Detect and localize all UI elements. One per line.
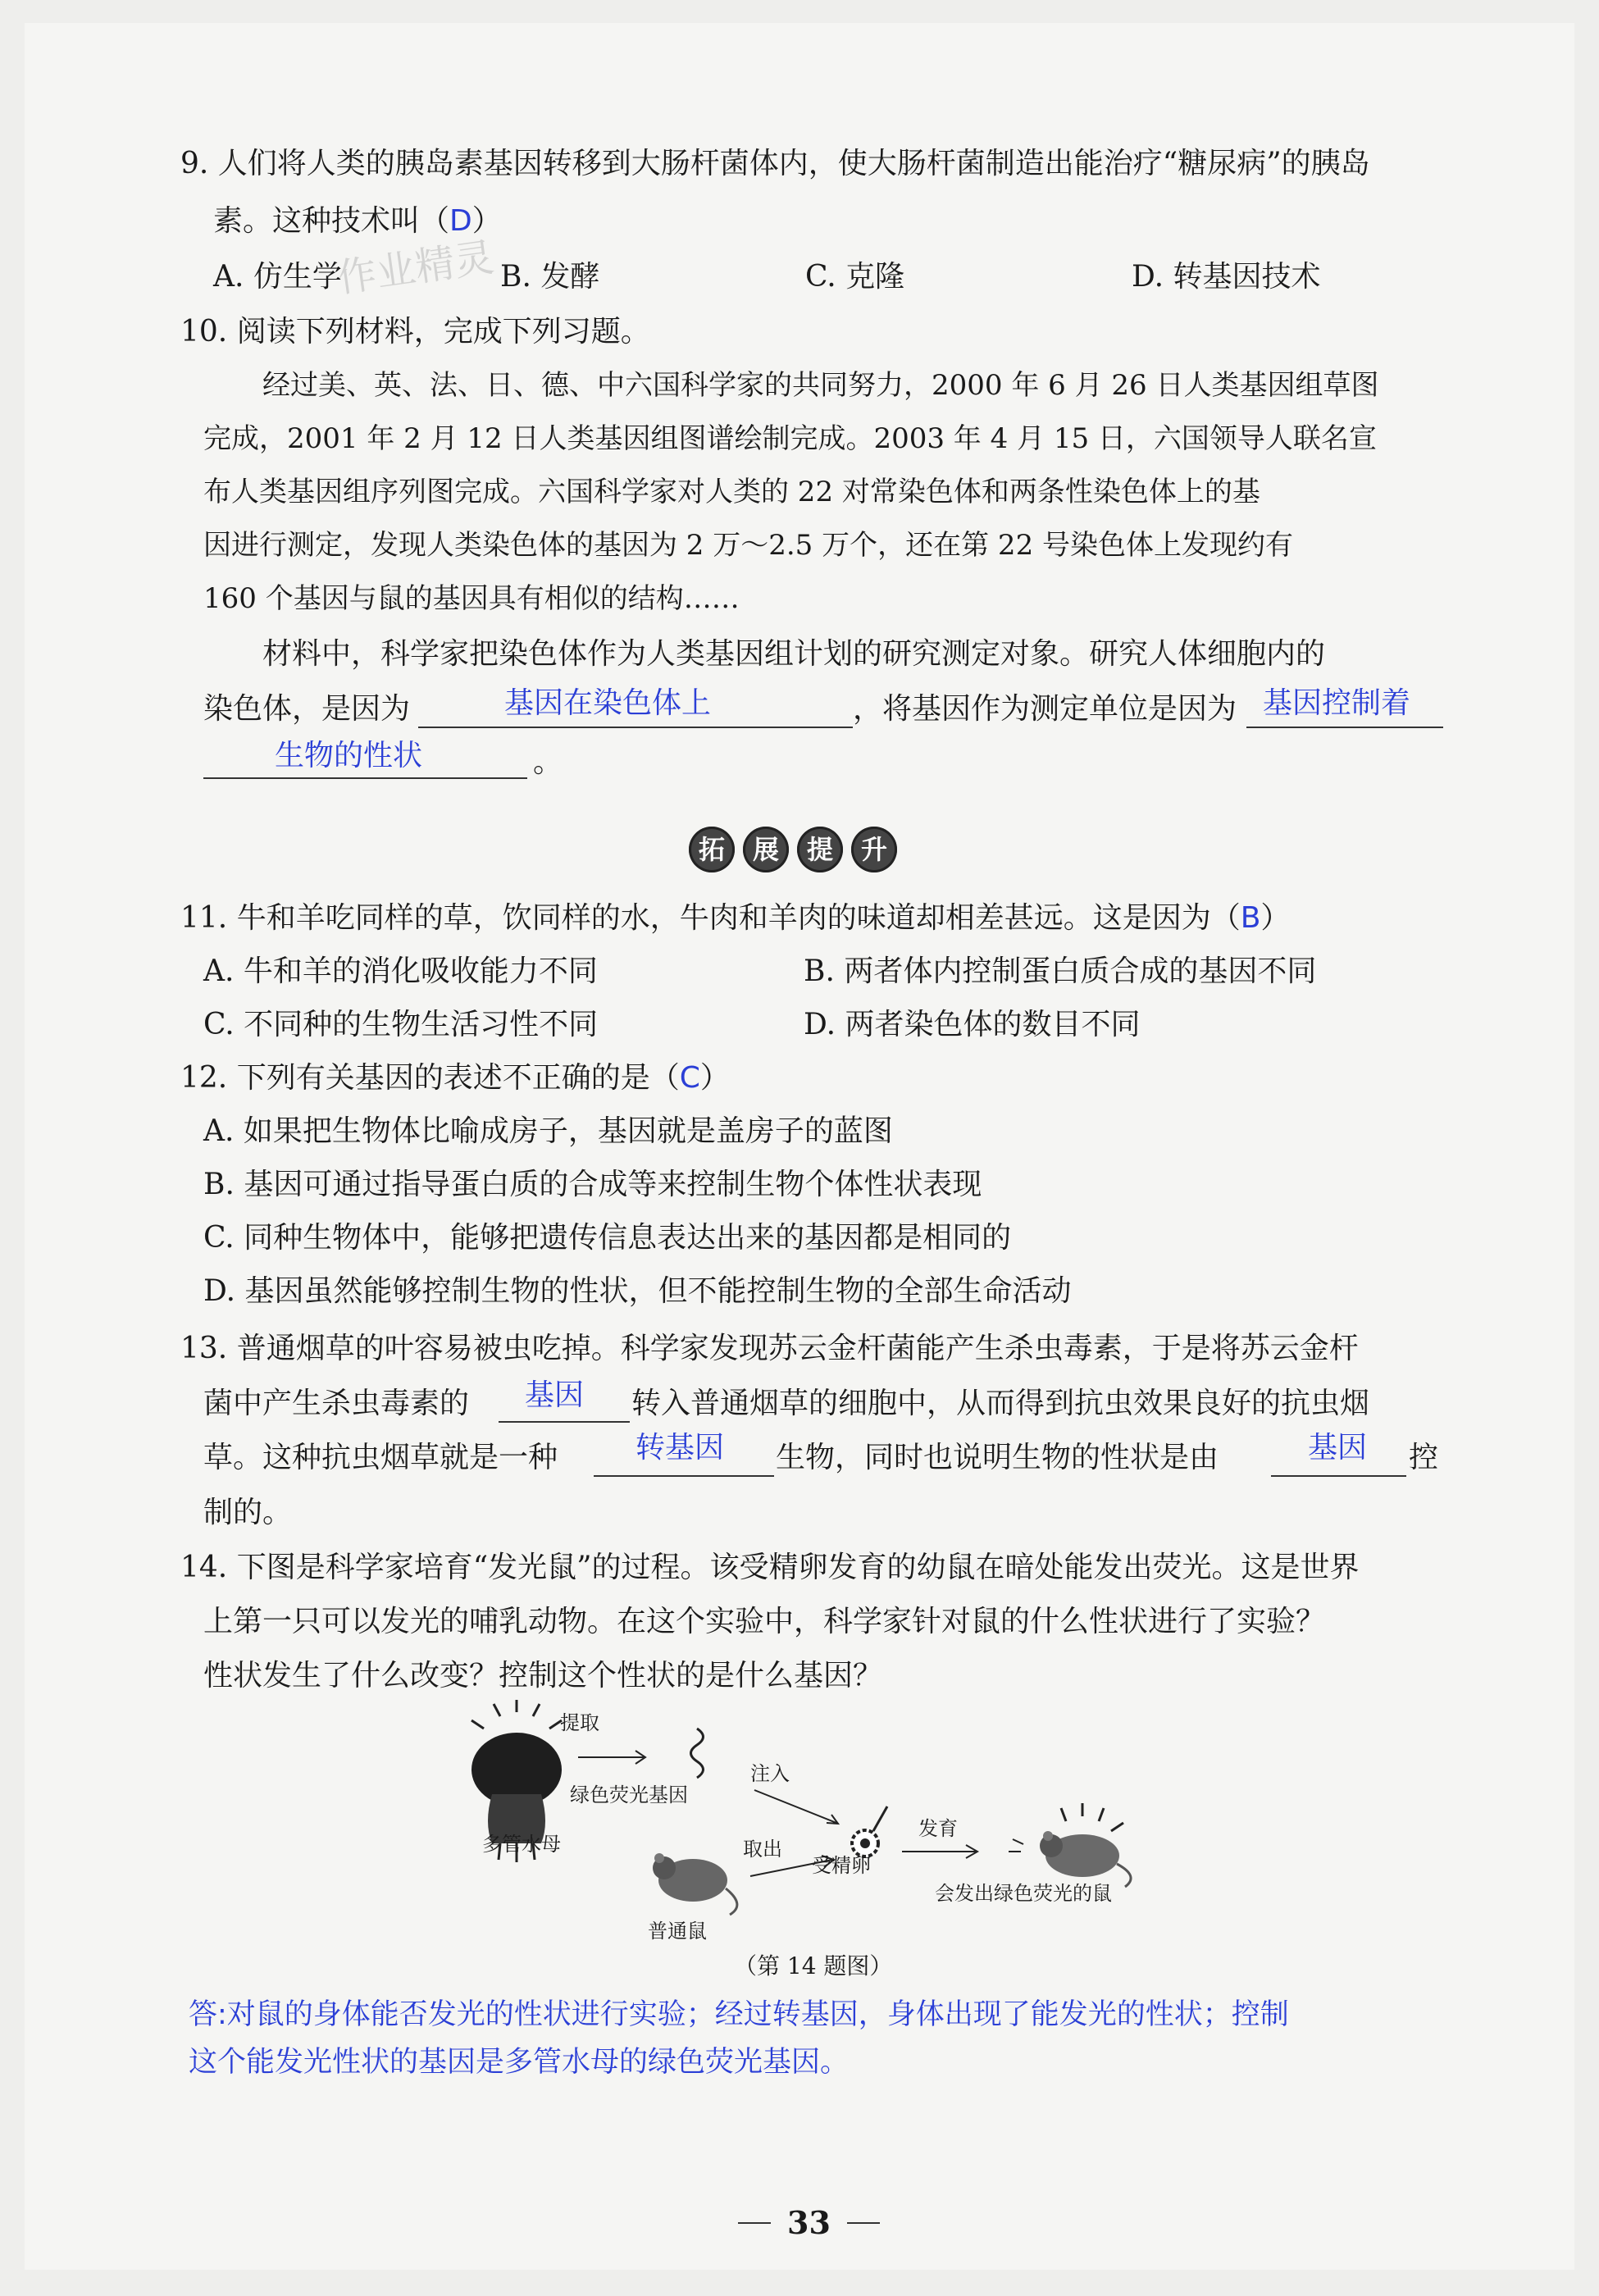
q11-option-b: B. 两者体内控制蛋白质合成的基因不同 — [804, 954, 1317, 988]
q10-blank2-line2 — [203, 777, 527, 779]
q10-material-line: 经过美、英、法、日、德、中六国科学家的共同努力，2000 年 6 月 26 日人类基因组草图 — [262, 369, 1379, 402]
q14-line3: 性状发生了什么改变？控制这个性状的是什么基因？ — [203, 1659, 883, 1692]
q10-question-b: ，将基因作为测定单位是因为 — [853, 692, 1237, 726]
develop-arrow-icon — [902, 1845, 977, 1858]
q10-blank1-answer: 基因在染色体上 — [504, 686, 712, 720]
q13-line4: 制的。 — [203, 1496, 293, 1529]
inject-arrow-icon — [754, 1790, 838, 1824]
q13-line3-a: 草。这种抗虫烟草就是一种 — [203, 1441, 558, 1474]
q10-material-line: 因进行测定，发现人类染色体的基因为 2 万～2.5 万个，还在第 22 号染色体上发现约有 — [203, 529, 1294, 562]
q10-blank2-line — [1246, 727, 1443, 728]
q13-line3-c: 控 — [1409, 1441, 1439, 1474]
q10-question-a: 染色体，是因为 — [203, 692, 411, 726]
figure-caption: （第 14 题图） — [734, 1952, 893, 1979]
q14-line1: 14. 下图是科学家培育“发光鼠”的过程。该受精卵发育的幼鼠在暗处能发出荧光。这是世界 — [180, 1551, 1360, 1584]
glow-mouse-diagram — [435, 1700, 1238, 1946]
q10-blank2-answer-part1: 基因控制着 — [1263, 686, 1411, 720]
q11-option-d: D. 两者染色体的数目不同 — [804, 1008, 1141, 1041]
gene-helix-icon — [691, 1729, 704, 1778]
label-jellyfish: 多管水母 — [482, 1833, 561, 1856]
section-title-extension — [689, 827, 897, 872]
extract-arrow-icon — [578, 1751, 645, 1764]
q11-answer: B — [1240, 901, 1261, 935]
label-egg: 受精卵 — [812, 1854, 871, 1877]
ordinary-mouse-icon — [653, 1853, 737, 1915]
q13-blank3-answer: 基因 — [1308, 1431, 1368, 1465]
q11-option-a: A. 牛和羊的消化吸收能力不同 — [203, 954, 598, 988]
q10-end: 。 — [533, 745, 563, 779]
label-develop: 发育 — [918, 1817, 958, 1840]
q9-answer: D — [449, 204, 472, 238]
q14-answer-line1: 答:对鼠的身体能否发光的性状进行实验；经过转基因，身体出现了能发光的性状；控制 — [189, 1998, 1289, 2031]
q10-blank2-answer-part2: 生物的性状 — [275, 739, 423, 772]
q9-line1: 9. 人们将人类的胰岛素基因转移到大肠杆菌体内，使大肠杆菌制造出能治疗“糖尿病”的胰岛 — [180, 147, 1370, 180]
q13-blank1-line — [499, 1421, 630, 1423]
q9-option-c: C. 克隆 — [805, 260, 905, 294]
q12-stem: 12. 下列有关基因的表述不正确的是（C） — [180, 1061, 730, 1095]
label-take-out: 取出 — [743, 1838, 782, 1861]
q9-option-d: D. 转基因技术 — [1132, 260, 1321, 294]
q14-answer-line2: 这个能发光性状的基因是多管水母的绿色荧光基因。 — [189, 2046, 850, 2079]
q12-answer: C — [679, 1061, 700, 1095]
label-inject: 注入 — [750, 1762, 790, 1785]
label-extract: 提取 — [560, 1711, 599, 1734]
q11-option-c: C. 不同种的生物生活习性不同 — [203, 1008, 599, 1041]
page — [25, 23, 1574, 2270]
q12-option-c: C. 同种生物体中，能够把遗传信息表达出来的基因都是相同的 — [203, 1221, 1012, 1255]
q11-stem: 11. 牛和羊吃同样的草，饮同样的水，牛肉和羊肉的味道却相差甚远。这是因为（B） — [180, 901, 1291, 935]
q13-line3-b: 生物，同时也说明生物的性状是由 — [776, 1441, 1219, 1474]
q12-option-b: B. 基因可通过指导蛋白质的合成等来控制生物个体性状表现 — [203, 1168, 982, 1201]
q13-line1: 13. 普通烟草的叶容易被虫吃掉。科学家发现苏云金杆菌能产生杀虫毒素，于是将苏云金杆 — [180, 1332, 1359, 1365]
q10-material-line: 布人类基因组序列图完成。六国科学家对人类的 22 对常染色体和两条性染色体上的基 — [203, 476, 1260, 508]
q9-option-a: A. 仿生学 — [213, 260, 342, 294]
watermark: 作业精灵 — [334, 234, 497, 303]
label-mouse: 普通鼠 — [648, 1920, 707, 1943]
q13-blank1-answer: 基因 — [525, 1378, 585, 1412]
q10-material-line: 完成，2001 年 2 月 12 日人类基因组图谱绘制完成。2003 年 4 月 15 日，六国领导人联名宣 — [203, 422, 1377, 455]
glowing-mouse-icon — [1009, 1803, 1131, 1887]
section-char: 升 — [851, 827, 897, 872]
q13-line2-a: 菌中产生杀虫毒素的 — [203, 1387, 470, 1420]
q12-option-d: D. 基因虽然能够控制生物的性状，但不能控制生物的全部生命活动 — [203, 1274, 1072, 1308]
page-number: 33 — [738, 2204, 880, 2241]
q13-blank3-line — [1271, 1475, 1406, 1477]
q12-option-a: A. 如果把生物体比喻成房子，基因就是盖房子的蓝图 — [203, 1114, 893, 1148]
q13-line2-b: 转入普通烟草的细胞中，从而得到抗虫效果良好的抗虫烟 — [631, 1387, 1370, 1420]
q9-line2: 素。这种技术叫（D） — [213, 204, 502, 238]
section-char: 拓 — [689, 827, 735, 872]
q10-material-line: 160 个基因与鼠的基因具有相似的结构…… — [203, 582, 740, 615]
label-gene: 绿色荧光基因 — [570, 1784, 688, 1806]
q10-blank1-line — [418, 727, 853, 728]
q10-question-line1: 材料中，科学家把染色体作为人类基因组计划的研究测定对象。研究人体细胞内的 — [262, 637, 1326, 671]
q14-line2: 上第一只可以发光的哺乳动物。在这个实验中，科学家针对鼠的什么性状进行了实验？ — [203, 1605, 1326, 1638]
fertilized-egg-icon — [852, 1806, 887, 1856]
q9-option-b: B. 发酵 — [500, 260, 600, 294]
section-char: 展 — [743, 827, 789, 872]
q10-stem: 10. 阅读下列材料，完成下列习题。 — [180, 315, 650, 348]
q13-blank2-answer: 转基因 — [636, 1431, 725, 1465]
q13-blank2-line — [594, 1475, 774, 1477]
label-glow-mouse: 会发出绿色荧光的鼠 — [935, 1882, 1112, 1905]
jellyfish-rays-icon — [472, 1700, 562, 1729]
section-char: 提 — [797, 827, 843, 872]
